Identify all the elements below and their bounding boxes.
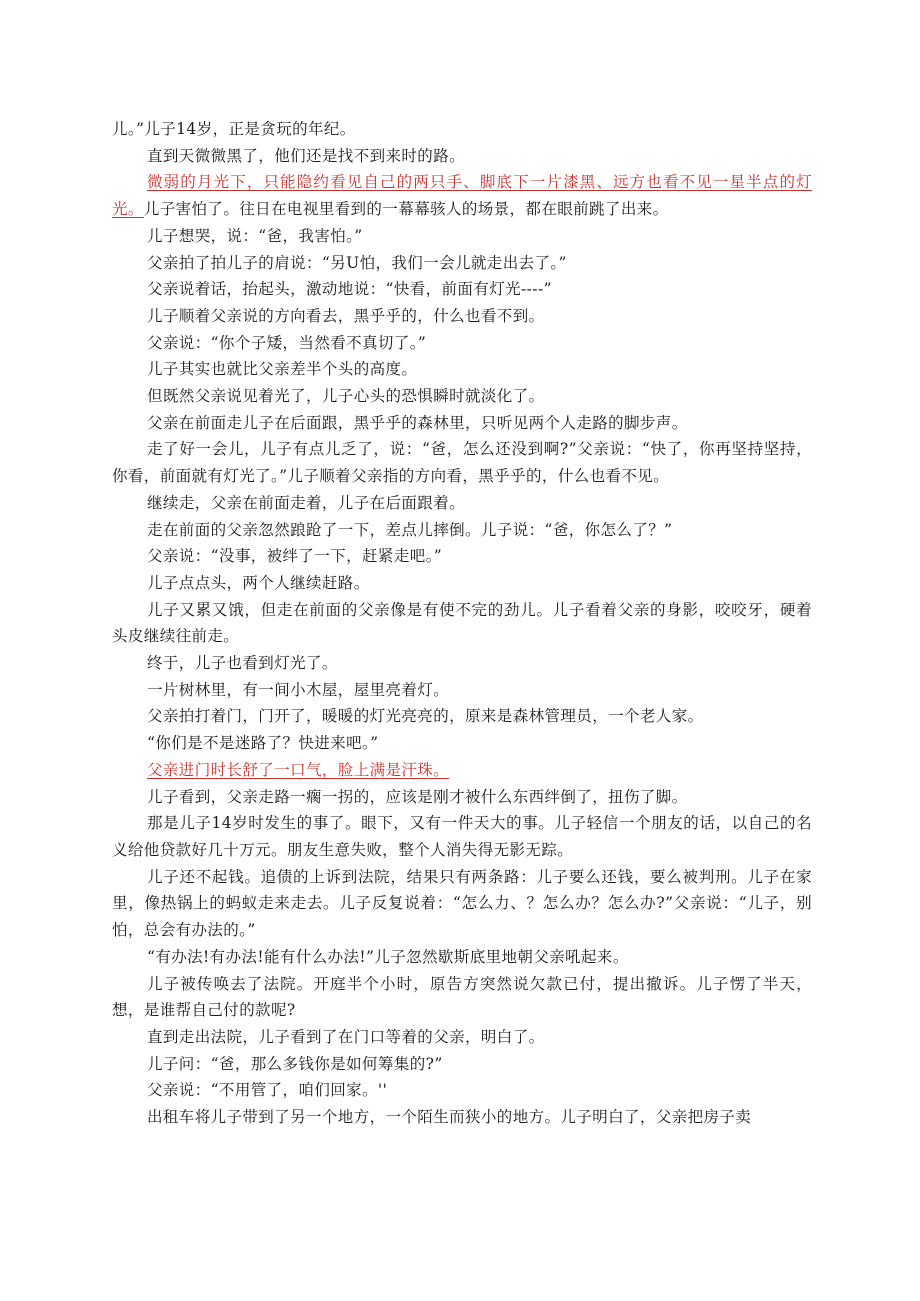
paragraph-text: 儿子其实也就比父亲差半个头的高度。 [147,360,418,379]
paragraph-text: 父亲说：“你个子矮，当然看不真切了。” [147,333,427,352]
paragraph [112,597,812,650]
paragraph-text: “你们是不是迷路了？快进来吧。” [147,734,379,753]
paragraph [112,543,812,570]
paragraph [112,1051,812,1078]
paragraph-text: 继续走，父亲在前面走着，儿子在后面跟着。 [147,493,466,512]
highlighted-sentence: 父亲进门时长舒了一口气，脸上满是汗珠。 [147,760,450,779]
paragraph [112,650,812,677]
paragraph-text: 儿子被传唤去了法院。开庭半个小时，原告方突然说欠款已付，提出撤诉。儿子愣了半天，想，是谁帮自己付的款呢? [112,974,812,1020]
paragraph [112,383,812,410]
paragraph-text: 那是儿子14岁时发生的事了。眼下，又有一件天大的事。儿子轻信一个朋友的话，以自己的名义给他贷款好几十万元。朋友生意失败，整个人消失得无影无踪。 [112,814,812,859]
paragraph [112,677,812,704]
paragraph [112,944,812,971]
paragraph [112,356,812,383]
paragraph [112,143,812,170]
paragraph-text: 父亲说着话，抬起头，激动地说：“快看，前面有灯光----” [147,280,552,299]
paragraph-text: 儿。”儿子14岁，正是贪玩的年纪。 [112,120,356,138]
paragraph-text: 父亲拍打着门，门开了，暖暖的灯光亮亮的，原来是森林管理员，一个老人家。 [147,707,704,726]
paragraph-text: 儿子想哭，说：“爸，我害怕。” [147,226,363,245]
paragraph-text: 儿子顺着父亲说的方向看去，黑乎乎的，什么也看不到。 [147,306,545,325]
paragraph [112,223,812,250]
paragraph-text: 出租车将儿子带到了另一个地方，一个陌生而狭小的地方。儿子明白了，父亲把房子卖 [147,1108,752,1127]
paragraph [112,250,812,277]
paragraph [112,303,812,330]
paragraph-text: 直到天微微黑了，他们还是找不到来时的路。 [147,146,466,165]
paragraph-text: 父亲说：“没事，被绊了一下，赶紧走吧。” [147,547,443,566]
paragraph [112,971,812,1024]
paragraph [112,330,812,357]
paragraph [112,757,812,784]
paragraph [112,490,812,517]
paragraph [112,276,812,303]
paragraph [112,1024,812,1051]
paragraph [112,570,812,597]
paragraph [112,116,812,143]
paragraph-text: “有办法!有办法!能有什么办法!”儿子忽然歇斯底里地朝父亲吼起来。 [147,947,629,966]
paragraph [112,703,812,730]
paragraph-text: 但既然父亲说见着光了，儿子心头的恐惧瞬时就淡化了。 [147,387,545,406]
paragraph [112,864,812,944]
paragraph-text: 儿子问：“爸，那么多钱你是如何筹集的?” [147,1054,443,1073]
paragraph-text: 直到走出法院，儿子看到了在门口等着的父亲，明白了。 [147,1027,545,1046]
paragraph [112,810,812,863]
paragraph [112,169,812,222]
paragraph [112,436,812,489]
paragraph-text: 一片树林里，有一间小木屋，屋里亮着灯。 [147,680,450,699]
paragraph [112,784,812,811]
paragraph-text: 走了好一会儿，儿子有点儿乏了，说：“爸，怎么还没到啊?”父亲说：“快了，你再坚持坚持，你看，前面就有灯光了。”儿子顺着父亲指的方向看，黑乎乎的，什么也看不见。 [112,440,812,486]
highlighted-sentence: 微弱的月光下，只能隐约看见自己的两只手、脚底下一片漆黑、远方也看不见一星半点的灯光。 [112,173,812,219]
paragraph [112,730,812,757]
paragraph-text: 父亲拍了拍儿子的肩说：“另U怕，我们一会儿就走出去了。” [147,253,567,272]
paragraph-text: 走在前面的父亲忽然踉跄了一下，差点儿摔倒。儿子说：“爸，你怎么了？” [147,520,673,539]
paragraph-text: 终于，儿子也看到灯光了。 [147,654,338,673]
paragraph-text: 父亲在前面走儿子在后面跟，黑乎乎的森林里，只听见两个人走路的脚步声。 [147,413,688,432]
story-text-column [112,116,812,1131]
paragraph-text: 儿子点点头，两个人继续赶路。 [147,573,370,592]
paragraph-text: 儿子又累又饿，但走在前面的父亲像是有使不完的劲儿。儿子看着父亲的身影，咬咬牙，硬着头皮继续往前走。 [112,600,812,646]
paragraph-text: 儿子还不起钱。追债的上诉到法院，结果只有两条路：儿子要么还钱，要么被判刑。儿子在家里，像热锅上的蚂蚁走来走去。儿子反复说着：“怎么力、？怎么办？怎么办?”父亲说：“儿子，别怕，总会有办法的。” [112,867,812,940]
paragraph [112,517,812,544]
paragraph-text: 父亲说：“不用管了，咱们回家。'' [147,1081,388,1100]
paragraph [112,1104,812,1131]
paragraph-text: 儿子看到，父亲走路一瘸一拐的，应该是刚才被什么东西绊倒了，扭伤了脚。 [147,787,688,806]
paragraph [112,1077,812,1104]
paragraph-text: 儿子害怕了。往日在电视里看到的一幕幕骇人的场景，都在眼前跳了出来。 [143,200,669,219]
paragraph [112,410,812,437]
